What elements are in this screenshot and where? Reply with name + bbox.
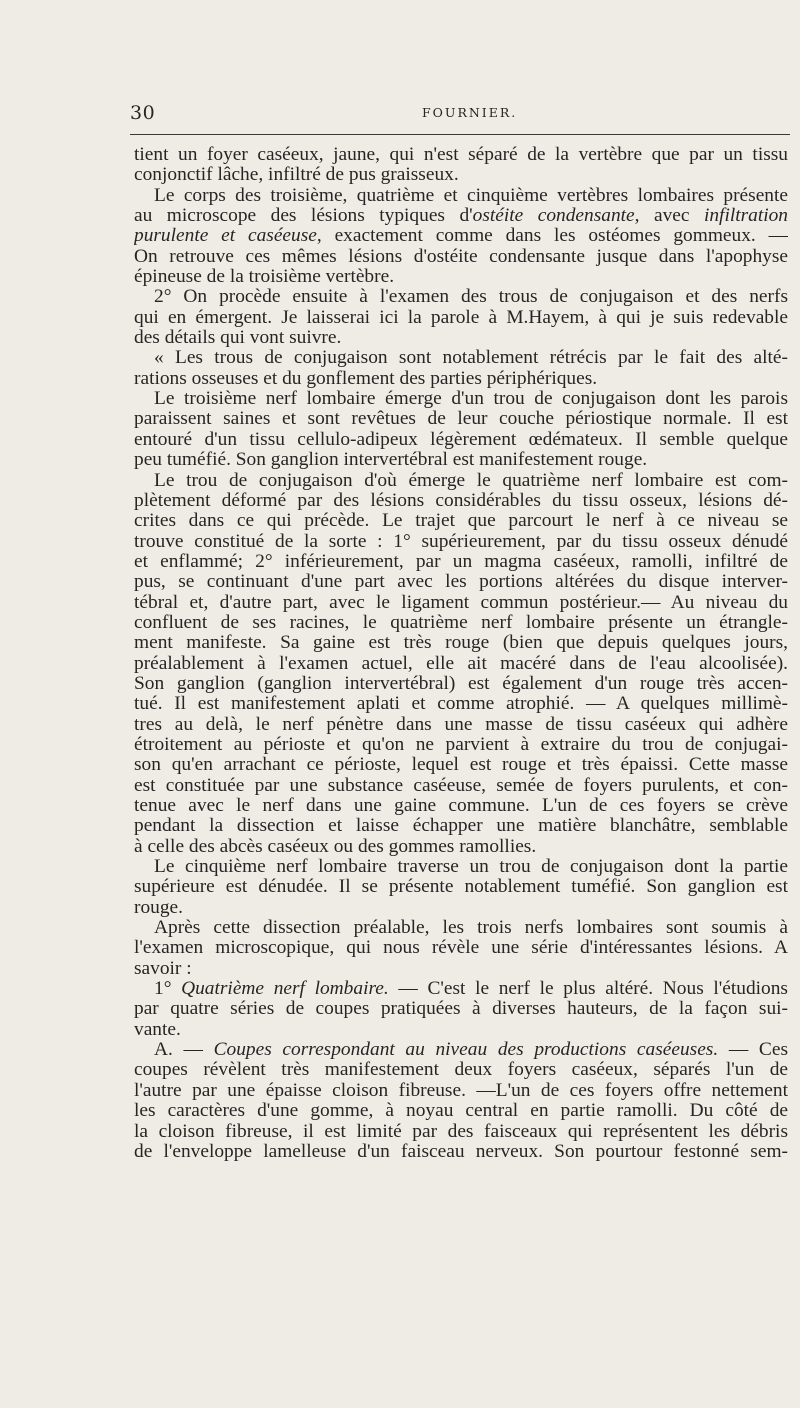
text-line: trouve constitué de la sorte : 1° supérieurement, par du tissu osseux dénudé [134,531,788,552]
text-line: est constituée par une substance caséeuse, semée de foyers purulents, et con- [134,775,788,796]
text-line: son qu'en arrachant ce périoste, lequel est rouge et très épaissi. Cette masse [134,755,788,776]
text-line: tient un foyer caséeux, jaune, qui n'est séparé de la vertèbre que par un tissu [134,145,788,165]
text-line: ment manifeste. Sa gaine est très rouge (bien que depuis quelques jours, [134,633,788,654]
text-line: Le trou de conjugaison d'où émerge le quatrième nerf lombaire est com- [154,470,788,491]
page-number: 30 [130,102,156,124]
text-line: paraissent saines et sont revêtues de leur couche périostique normale. Il est [134,409,788,430]
text-line: rations osseuses et du gonflement des parties périphériques. [134,368,598,389]
text-line: Son ganglion (ganglion intervertébral) est également d'un rouge très accen- [134,673,788,694]
text-line: la cloison fibreuse, il est limité par des faisceaux qui représentent les débris [134,1121,788,1142]
text-line: tébral et, d'autre part, avec le ligament commun postérieur.— Au niveau du [134,592,788,613]
page-header [130,100,790,124]
text-line: des détails qui vont suivre. [134,328,342,349]
text-line: et enflammé; 2° inférieurement, par un magma caséeux, ramolli, infiltré de [134,551,788,572]
text-line: coupes révèlent très manifestement deux foyers caséeux, séparés l'un de [134,1060,788,1081]
text-line: qui en émergent. Je laisserai ici la parole à M.Hayem, à qui je suis redevable [134,307,788,328]
text-line: épineuse de la troisième vertèbre. [134,267,395,288]
text-line: On retrouve ces mêmes lésions d'ostéite condensante jusque dans l'apophyse [134,246,788,267]
text-line: 2° On procède ensuite à l'examen des trous de conjugaison et des nerfs [154,287,788,308]
text-line: supérieure est dénudée. Il se présente notablement tuméfié. Son ganglion est [134,877,788,898]
text-line: A. — Coupes correspondant au niveau des productions caséeuses. — Ces [154,1040,788,1061]
text-line: tres au delà, le nerf pénètre dans une masse de tissu caséeux qui adhère [134,714,788,735]
text-line: conjonctif lâche, infiltré de pus graisseux. [134,165,459,186]
text-line: pendant la dissection et laisse échapper une matière blanchâtre, semblable [134,816,788,837]
text-line: au microscope des lésions typiques d'ostéite condensante, avec infiltration [134,206,788,227]
text-line: rouge. [134,897,183,918]
text-line: de l'enveloppe lamelleuse d'un faisceau nerveux. Son pourtour festonné sem- [134,1141,788,1162]
text-line: plètement déformé par des lésions considérables du tissu osseux, lésions dé- [134,490,788,511]
text-line: vante. [134,1019,181,1040]
running-head: FOURNIER. [422,105,518,120]
text-line: purulente et caséeuse, exactement comme dans les ostéomes gommeux. — [134,226,788,247]
text-line: tué. Il est manifestement aplati et comme atrophié. — A quelques millimè- [134,694,788,715]
text-line: Le corps des troisième, quatrième et cinquième vertèbres lombaires présente [154,185,788,206]
text-line: 1° Quatrième nerf lombaire. — C'est le nerf le plus altéré. Nous l'étudions [154,979,788,1000]
body-text [134,145,788,1162]
header-rule [130,134,790,135]
text-line: préalablement à l'examen actuel, elle ait macéré dans de l'eau alcoolisée). [134,653,788,674]
text-line: « Les trous de conjugaison sont notablement rétrécis par le fait des alté- [154,348,788,369]
text-line: Le troisième nerf lombaire émerge d'un trou de conjugaison dont les parois [154,389,788,410]
text-line: pus, se continuant d'une part avec les portions altérées du disque interver- [134,572,788,593]
text-line: par quatre séries de coupes pratiquées à diverses hauteurs, de la façon sui- [134,999,788,1020]
text-line: étroitement au périoste et qu'on ne parvient à extraire du trou de conjugai- [134,734,788,755]
text-line: Le cinquième nerf lombaire traverse un trou de conjugaison dont la partie [154,857,788,878]
text-line: savoir : [134,958,192,979]
text-line: l'examen microscopique, qui nous révèle une série d'intéressantes lésions. A [134,938,788,959]
text-line: tenue avec le nerf dans une gaine commune. L'un de ces foyers se crève [134,796,788,816]
text-line: peu tuméfié. Son ganglion intervertébral est manifestement rouge. [134,450,648,471]
text-line: confluent de ses racines, le quatrième nerf lombaire présente un étrangle- [134,612,788,633]
text-line: l'autre par une épaisse cloison fibreuse. —L'un de ces foyers offre nettement [134,1080,788,1101]
text-line: entouré d'un tissu cellulo-adipeux légèrement œdémateux. Il semble quelque [134,429,788,450]
text-line: crites dans ce qui précède. Le trajet que parcourt le nerf à ce niveau se [134,511,788,532]
text-line: les caractères d'une gomme, à noyau central en partie ramolli. Du côté de [134,1101,788,1122]
text-line: à celle des abcès caséeux ou des gommes ramollies. [134,836,537,857]
text-line: Après cette dissection préalable, les trois nerfs lombaires sont soumis à [154,918,788,939]
